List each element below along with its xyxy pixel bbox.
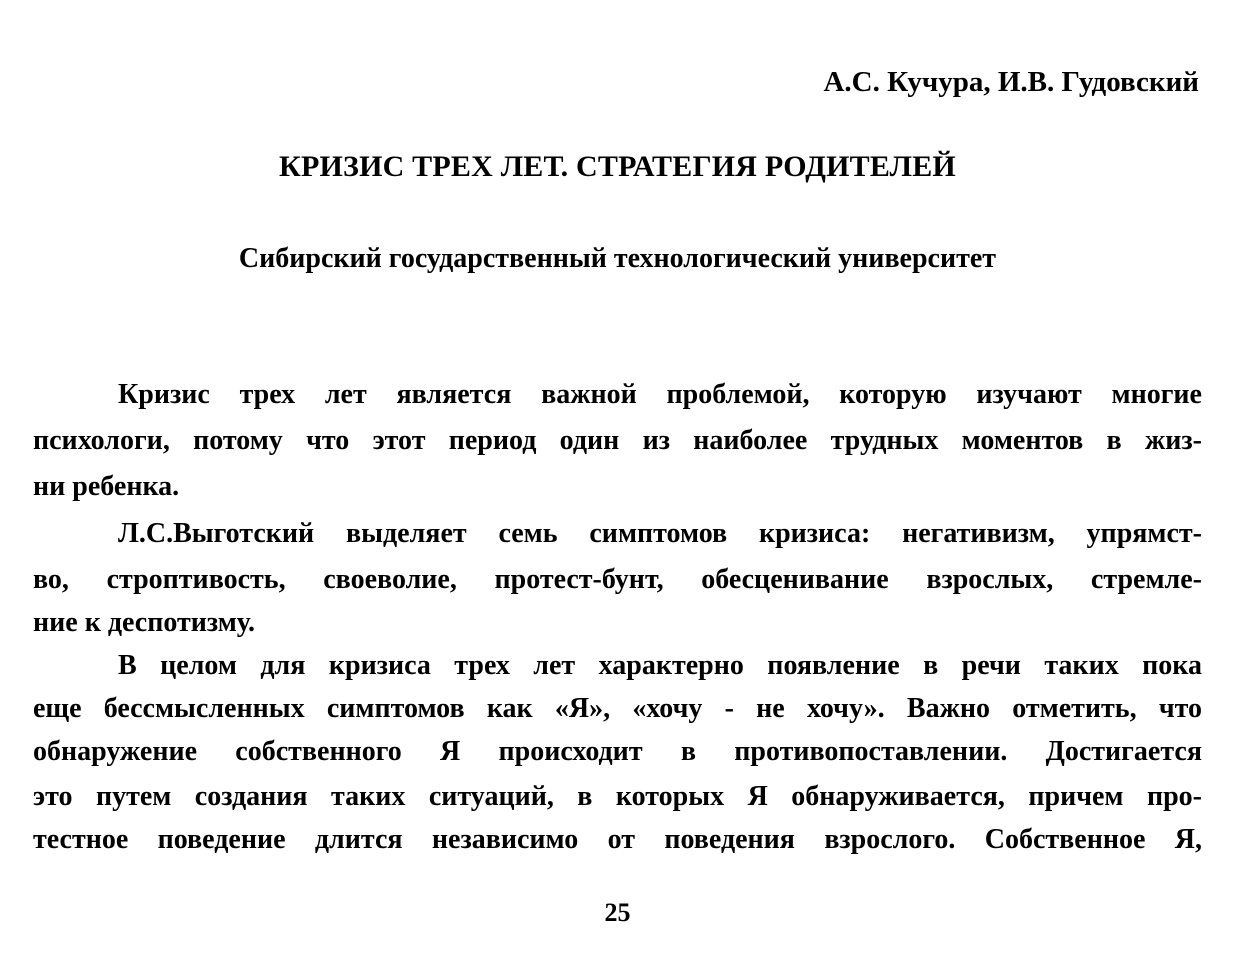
text-line: еще бессмысленных симптомов как «Я», «хочу - не хочу». Важно отметить, что — [33, 693, 1202, 724]
text-line: обнаружение собственного Я происходит в противопоставлении. Достигается — [33, 736, 1202, 767]
text-line: это путем создания таких ситуаций, в которых Я обнаруживается, причем про- — [33, 781, 1202, 812]
text-line: В целом для кризиса трех лет характерно появление в речи таких пока — [118, 650, 1202, 681]
text-line: во, строптивость, своеволие, протест-бунт, обесценивание взрослых, стремле- — [33, 564, 1202, 595]
text-line: Л.С.Выготский выделяет семь симптомов кризиса: негативизм, упрямст- — [118, 518, 1202, 549]
text-line: Кризис трех лет является важной проблемой, которую изучают многие — [118, 379, 1202, 410]
article-title: КРИЗИС ТРЕХ ЛЕТ. СТРАТЕГИЯ РОДИТЕЛЕЙ — [279, 150, 956, 183]
text-line: ни ребенка. — [33, 471, 180, 502]
page-number: 25 — [604, 898, 631, 927]
authors: А.С. Кучура, И.В. Гудовский — [823, 66, 1199, 98]
text-line: ние к деспотизму. — [33, 607, 255, 638]
affiliation: Сибирский государственный технологический университет — [238, 243, 997, 274]
text-line: психологи, потому что этот период один из наиболее трудных моментов в жиз- — [33, 425, 1202, 456]
text-line: тестное поведение длится независимо от поведения взрослого. Собственное Я, — [33, 824, 1202, 855]
